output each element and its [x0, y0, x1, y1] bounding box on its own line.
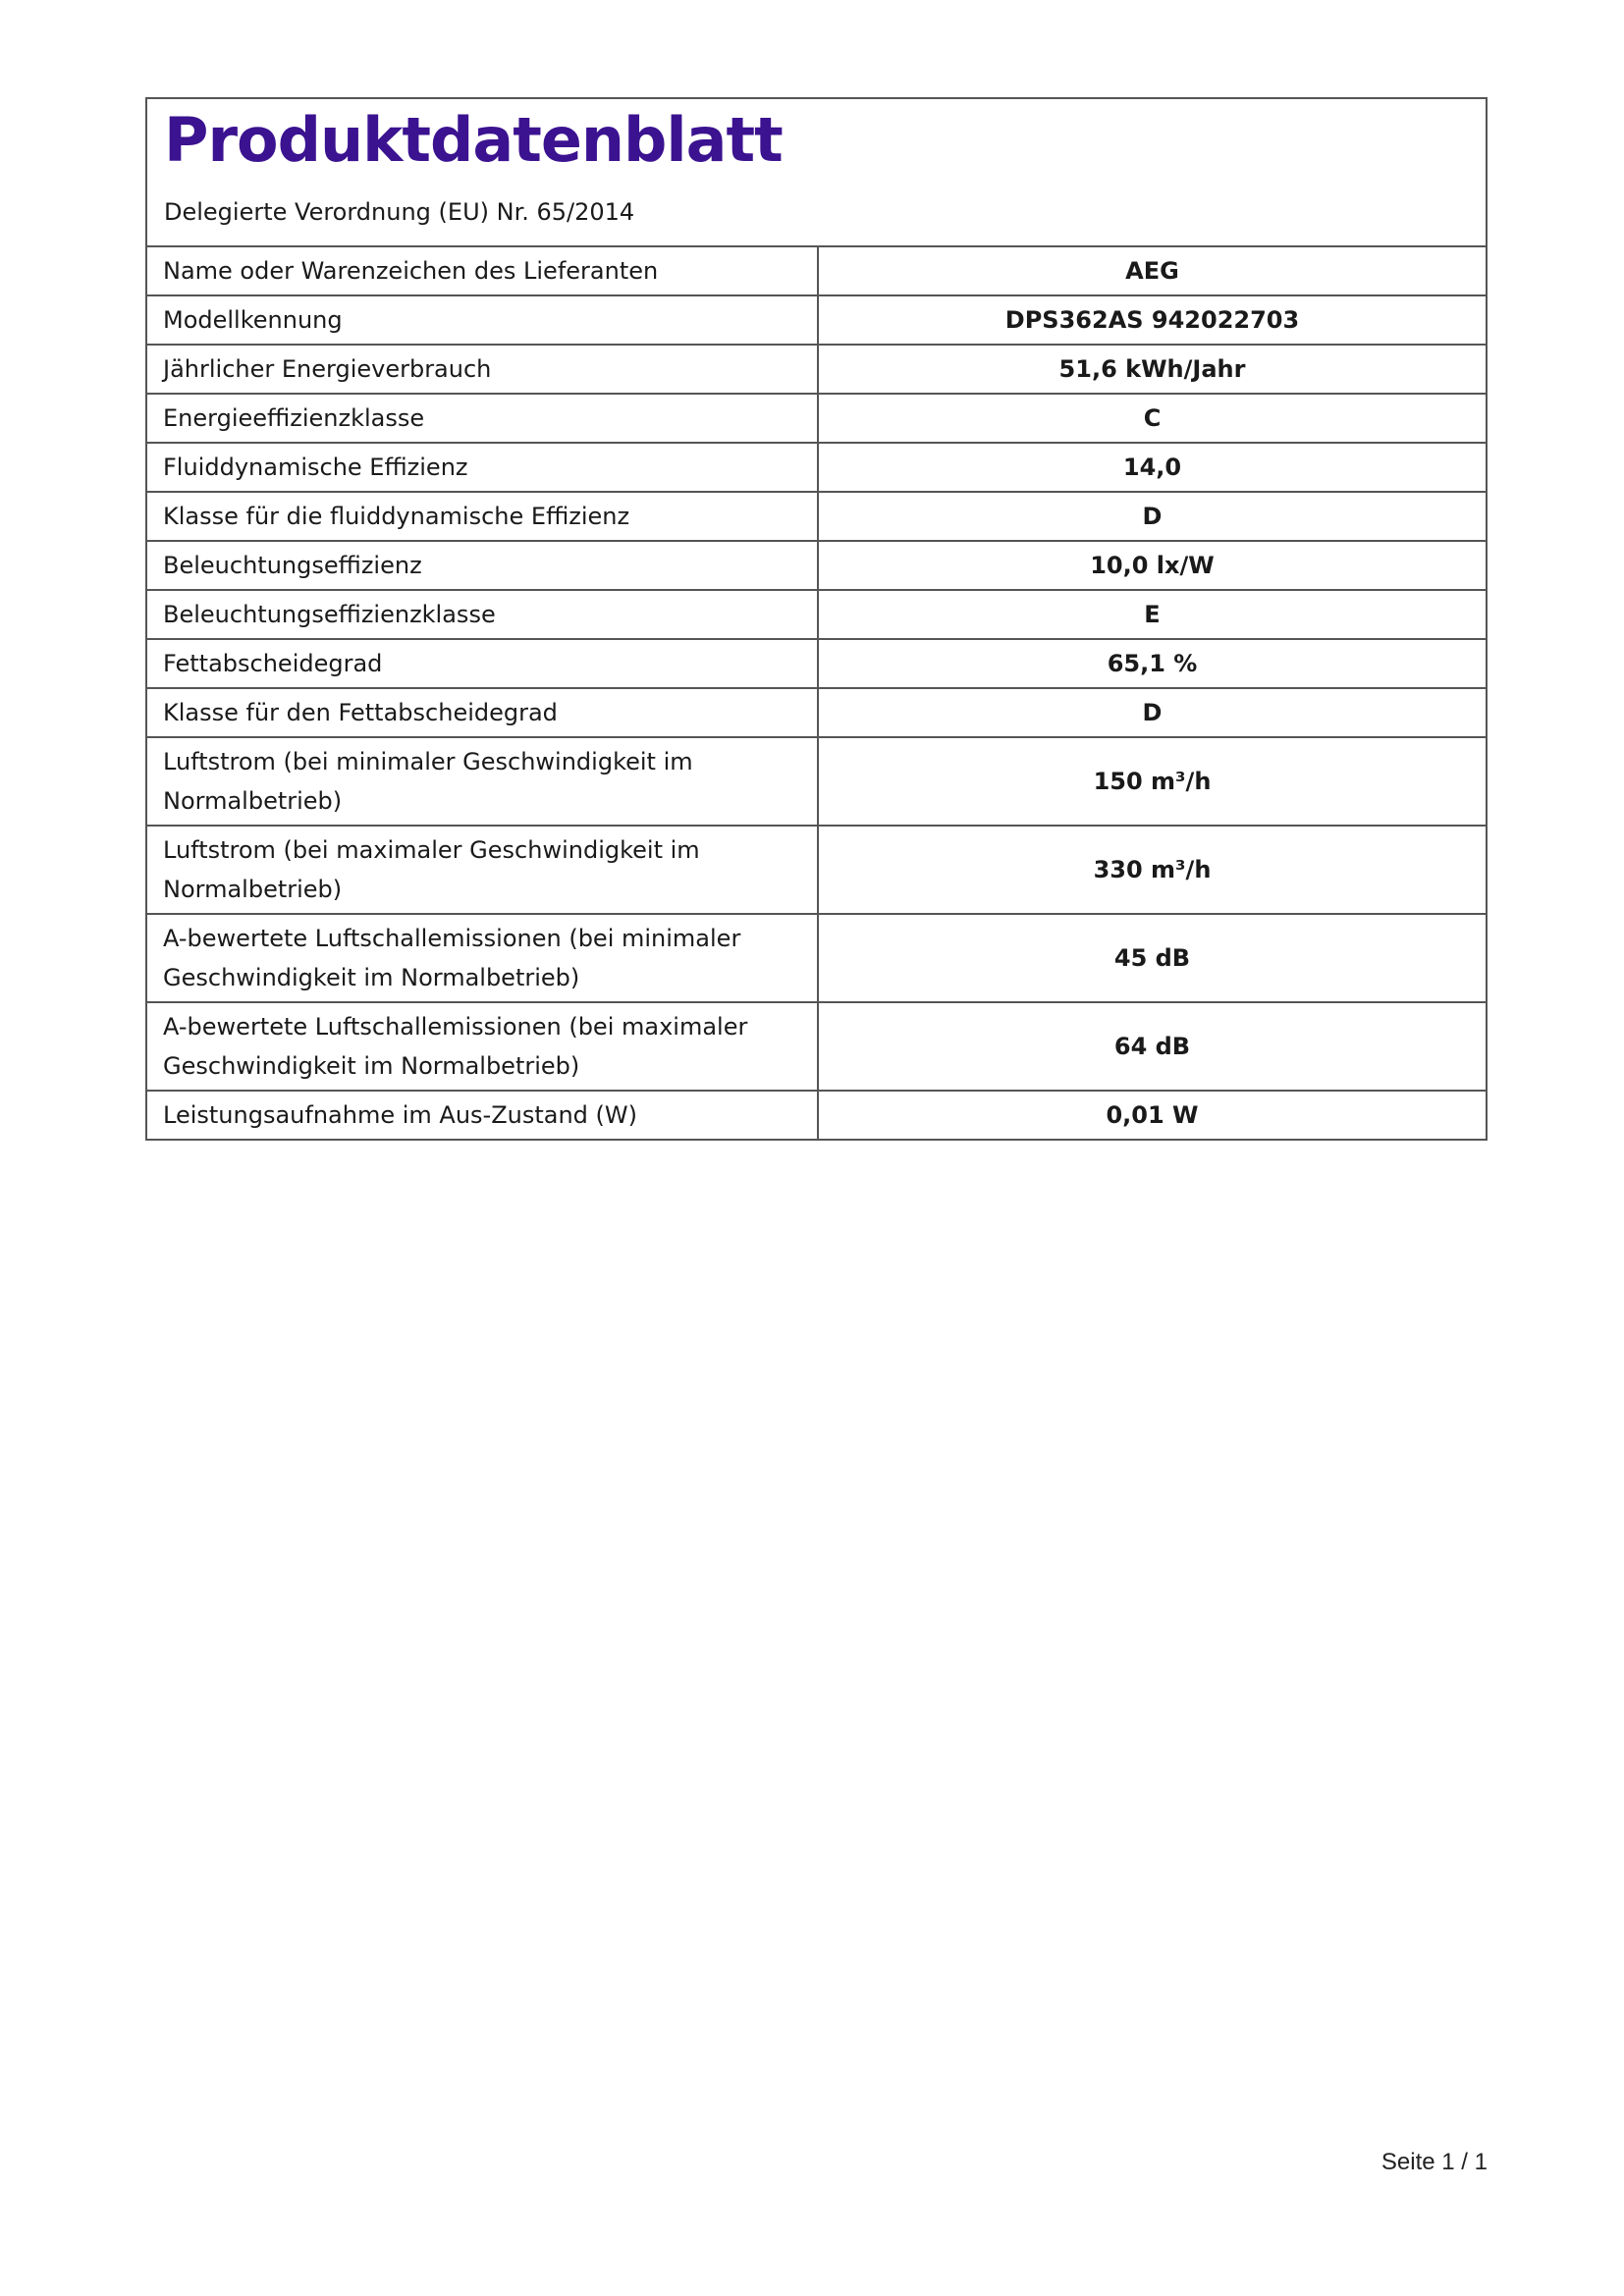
- row-value: 65,1 %: [818, 639, 1486, 688]
- table-row: [147, 295, 1486, 345]
- row-value: C: [818, 394, 1486, 443]
- table-row: [147, 688, 1486, 737]
- table-row: [147, 826, 1486, 914]
- table-row: [147, 914, 1486, 1002]
- table-row: [147, 443, 1486, 492]
- table-row: [147, 1091, 1486, 1139]
- row-label: Fettabscheidegrad: [147, 639, 818, 688]
- product-data-sheet: [145, 97, 1488, 1141]
- table-row: [147, 492, 1486, 541]
- row-value: DPS362AS 942022703: [818, 295, 1486, 345]
- row-label: Jährlicher Energieverbrauch: [147, 345, 818, 394]
- table-row: [147, 394, 1486, 443]
- regulation-subtitle: Delegierte Verordnung (EU) Nr. 65/2014: [164, 198, 635, 226]
- table-row: [147, 345, 1486, 394]
- row-value: E: [818, 590, 1486, 639]
- row-value: D: [818, 688, 1486, 737]
- row-value: AEG: [818, 246, 1486, 295]
- table-row: [147, 541, 1486, 590]
- row-value: D: [818, 492, 1486, 541]
- product-data-table: [147, 245, 1486, 1139]
- row-label: Modellkennung: [147, 295, 818, 345]
- row-label: Beleuchtungseffizienz: [147, 541, 818, 590]
- row-value: 64 dB: [818, 1002, 1486, 1091]
- row-label: Energieeffizienzklasse: [147, 394, 818, 443]
- row-value: 10,0 lx/W: [818, 541, 1486, 590]
- row-label: Fluiddynamische Effizienz: [147, 443, 818, 492]
- row-value: 150 m³/h: [818, 737, 1486, 826]
- row-label: A-bewertete Luftschallemissionen (bei maximaler Geschwindigkeit im Normalbetrieb): [147, 1002, 818, 1091]
- row-value: 51,6 kWh/Jahr: [818, 345, 1486, 394]
- table-row: [147, 246, 1486, 295]
- row-value: 0,01 W: [818, 1091, 1486, 1139]
- row-label: Luftstrom (bei minimaler Geschwindigkeit im Normalbetrieb): [147, 737, 818, 826]
- row-label: A-bewertete Luftschallemissionen (bei minimaler Geschwindigkeit im Normalbetrieb): [147, 914, 818, 1002]
- row-label: Beleuchtungseffizienzklasse: [147, 590, 818, 639]
- table-row: [147, 590, 1486, 639]
- row-label: Name oder Warenzeichen des Lieferanten: [147, 246, 818, 295]
- row-value: 45 dB: [818, 914, 1486, 1002]
- row-label: Leistungsaufnahme im Aus-Zustand (W): [147, 1091, 818, 1139]
- row-label: Klasse für die fluiddynamische Effizienz: [147, 492, 818, 541]
- row-value: 330 m³/h: [818, 826, 1486, 914]
- table-row: [147, 639, 1486, 688]
- page-title: Produktdatenblatt: [164, 104, 783, 176]
- row-label: Luftstrom (bei maximaler Geschwindigkeit im Normalbetrieb): [147, 826, 818, 914]
- table-row: [147, 737, 1486, 826]
- row-label: Klasse für den Fettabscheidegrad: [147, 688, 818, 737]
- sheet-header: [147, 99, 1486, 245]
- row-value: 14,0: [818, 443, 1486, 492]
- table-row: [147, 1002, 1486, 1091]
- page-number: Seite 1 / 1: [1380, 2149, 1488, 2175]
